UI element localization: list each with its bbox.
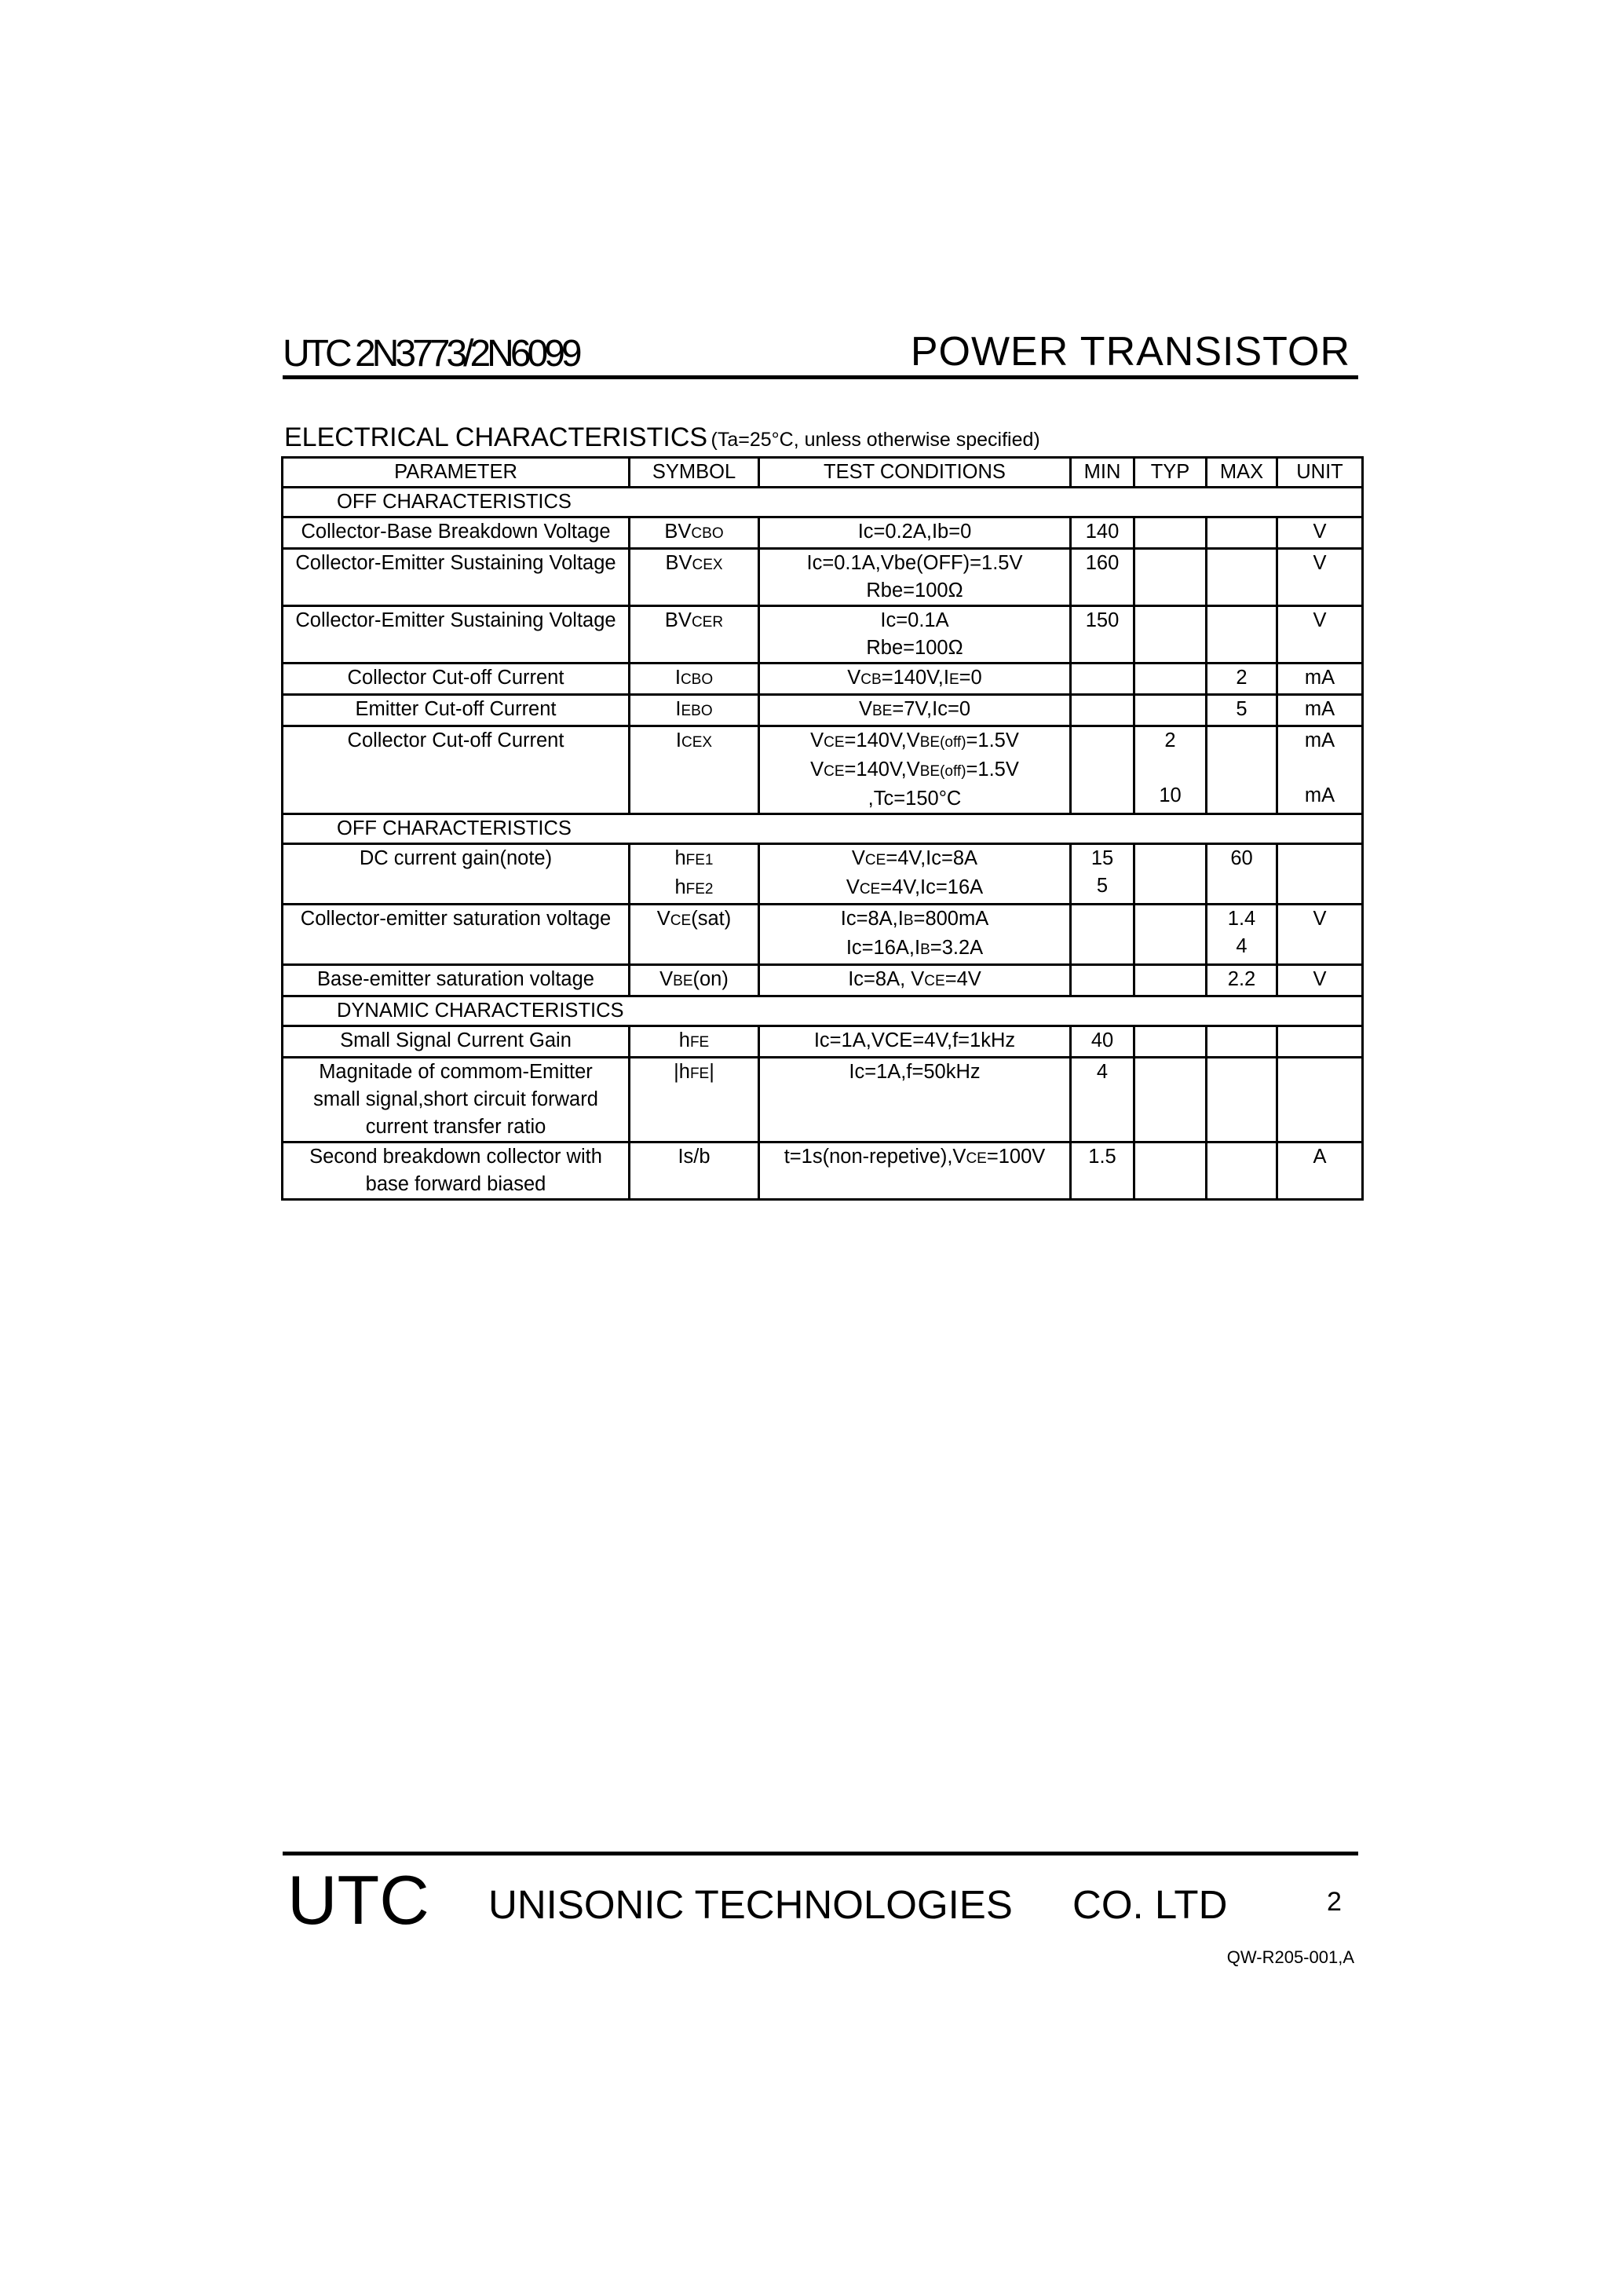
unit-cell: V bbox=[1277, 549, 1363, 606]
typ-cell bbox=[1134, 606, 1207, 664]
condition-text: =1.5V bbox=[966, 759, 1019, 781]
unit-cell: V bbox=[1277, 965, 1363, 996]
section-label: OFF CHARACTERISTICS bbox=[283, 814, 1363, 844]
condition-cell: Ic=1A,VCE=4V,f=1kHz bbox=[759, 1026, 1071, 1058]
condition-text: =7V,Ic=0 bbox=[892, 698, 971, 720]
parameter-cell: Small Signal Current Gain bbox=[283, 1026, 630, 1058]
symbol-text: h bbox=[678, 1029, 690, 1051]
condition-cell bbox=[759, 695, 1071, 726]
min-cell bbox=[1071, 664, 1134, 695]
condition-line bbox=[763, 905, 1066, 934]
min-cell bbox=[1071, 695, 1134, 726]
table-row bbox=[283, 1026, 1363, 1058]
section-title: ELECTRICAL CHARACTERISTICS bbox=[284, 422, 708, 452]
min-cell bbox=[1071, 965, 1134, 996]
condition-line bbox=[763, 874, 1066, 903]
footer-divider bbox=[283, 1852, 1358, 1855]
condition-text: =140V,V bbox=[844, 729, 920, 751]
condition-cell bbox=[759, 664, 1071, 695]
condition-text: V bbox=[858, 698, 872, 720]
table-row bbox=[283, 844, 1363, 905]
condition-subscript: B bbox=[903, 912, 914, 929]
min-value: 5 bbox=[1096, 875, 1109, 897]
symbol-cell: Is/b bbox=[630, 1143, 759, 1200]
section-label: DYNAMIC CHARACTERISTICS bbox=[283, 996, 1363, 1026]
unit-cell bbox=[1277, 1058, 1363, 1143]
symbol-cell bbox=[630, 1026, 759, 1058]
min-value: 15 bbox=[1090, 847, 1114, 869]
condition-text: V bbox=[851, 847, 865, 869]
typ-cell bbox=[1134, 844, 1207, 905]
condition-line bbox=[763, 845, 1066, 874]
condition-text: =0 bbox=[959, 667, 982, 689]
condition-subscript: E bbox=[948, 671, 959, 688]
symbol-subscript: BE bbox=[673, 973, 693, 989]
max-cell bbox=[1207, 726, 1277, 814]
header-test-conditions: TEST CONDITIONS bbox=[759, 458, 1071, 488]
condition-subscript: CE bbox=[924, 973, 945, 989]
condition-text: =4V,Ic=16A bbox=[880, 876, 984, 898]
parameter-cell: Collector-emitter saturation voltage bbox=[283, 905, 630, 965]
condition-cell bbox=[759, 844, 1071, 905]
table-header-row bbox=[283, 458, 1363, 488]
table-row bbox=[283, 726, 1363, 814]
condition-subscript: BE(off) bbox=[919, 763, 966, 780]
max-cell: 5 bbox=[1207, 695, 1277, 726]
condition-subscript: BE(off) bbox=[919, 734, 966, 751]
condition-subscript: B bbox=[920, 941, 930, 958]
condition-subscript: CE bbox=[824, 763, 845, 780]
condition-cell bbox=[759, 549, 1071, 606]
symbol-text: I bbox=[674, 667, 681, 689]
header-parameter: PARAMETER bbox=[283, 458, 630, 488]
symbol-text: BV bbox=[664, 521, 692, 543]
unit-cell: A bbox=[1277, 1143, 1363, 1200]
table-row bbox=[283, 965, 1363, 996]
typ-value: 10 bbox=[1159, 784, 1182, 806]
parameter-cell: Base-emitter saturation voltage bbox=[283, 965, 630, 996]
condition-text: Ic=16A,I bbox=[846, 937, 921, 959]
typ-cell bbox=[1134, 726, 1207, 814]
parameter-cell: Collector-Emitter Sustaining Voltage bbox=[283, 549, 630, 606]
condition-cell bbox=[759, 905, 1071, 965]
symbol-subscript: EBO bbox=[681, 703, 713, 719]
symbol-text: I bbox=[675, 729, 681, 751]
header-divider bbox=[283, 375, 1358, 379]
company-name: UNISONIC TECHNOLOGIES bbox=[488, 1882, 1013, 1927]
document-number: QW-R205-001,A bbox=[1226, 1947, 1354, 1967]
symbol-cell bbox=[630, 517, 759, 549]
symbol-subscript: FE bbox=[689, 1066, 710, 1082]
section-label: OFF CHARACTERISTICS bbox=[283, 488, 1363, 517]
condition-line: Rbe=100Ω bbox=[866, 637, 963, 659]
condition-subscript: CE bbox=[824, 734, 845, 751]
condition-cell bbox=[759, 1143, 1071, 1200]
min-cell bbox=[1071, 905, 1134, 965]
condition-text: =140V,I bbox=[881, 667, 949, 689]
section-conditions: (Ta=25°C, unless otherwise specified) bbox=[711, 429, 1040, 451]
page-header bbox=[283, 324, 1358, 378]
condition-cell: Ic=1A,f=50kHz bbox=[759, 1058, 1071, 1143]
document-title: POWER TRANSISTOR bbox=[910, 329, 1350, 375]
condition-subscript: BE bbox=[871, 703, 893, 719]
symbol-text: h bbox=[674, 876, 686, 898]
parameter-line: small signal,short circuit forward bbox=[313, 1088, 598, 1110]
typ-cell bbox=[1134, 905, 1207, 965]
company-logo: UTC bbox=[287, 1861, 429, 1939]
symbol-cell bbox=[630, 1058, 759, 1143]
typ-cell bbox=[1134, 1026, 1207, 1058]
min-cell: 140 bbox=[1071, 517, 1134, 549]
symbol-text: BV bbox=[665, 552, 692, 574]
condition-text: Ic=8A,I bbox=[840, 908, 904, 930]
max-cell bbox=[1207, 1143, 1277, 1200]
typ-cell bbox=[1134, 664, 1207, 695]
symbol-cell bbox=[630, 549, 759, 606]
unit-cell: mA bbox=[1277, 695, 1363, 726]
max-cell bbox=[1207, 606, 1277, 664]
typ-cell bbox=[1134, 695, 1207, 726]
symbol-text: V bbox=[656, 908, 670, 930]
unit-cell: V bbox=[1277, 905, 1363, 965]
condition-text: V bbox=[846, 876, 860, 898]
min-cell: 4 bbox=[1071, 1058, 1134, 1143]
symbol-subscript: CBO bbox=[680, 671, 714, 688]
condition-text: =800mA bbox=[913, 908, 989, 930]
typ-cell bbox=[1134, 1058, 1207, 1143]
symbol-text: V bbox=[659, 968, 674, 990]
symbol-text: I bbox=[675, 698, 681, 720]
condition-line: Ic=0.1A,Vbe(OFF)=1.5V bbox=[806, 552, 1023, 574]
table-row bbox=[283, 695, 1363, 726]
header-typ: TYP bbox=[1134, 458, 1207, 488]
condition-cell bbox=[759, 965, 1071, 996]
part-number-title: UTC 2N3773/2N6099 bbox=[283, 333, 579, 375]
symbol-subscript: CE bbox=[670, 912, 692, 929]
symbol-cell bbox=[630, 905, 759, 965]
condition-subscript: CB bbox=[860, 671, 882, 688]
unit-cell: V bbox=[1277, 606, 1363, 664]
table-row bbox=[283, 517, 1363, 549]
symbol-cell bbox=[630, 606, 759, 664]
table-row bbox=[283, 1058, 1363, 1143]
symbol-cell bbox=[630, 844, 759, 905]
table-row bbox=[283, 664, 1363, 695]
unit-cell: mA bbox=[1277, 664, 1363, 695]
max-cell: 2 bbox=[1207, 664, 1277, 695]
condition-text: Ic=8A, V bbox=[848, 968, 925, 990]
parameter-line: current transfer ratio bbox=[365, 1116, 546, 1138]
symbol-text: h bbox=[674, 847, 686, 869]
header-max: MAX bbox=[1207, 458, 1277, 488]
parameter-line: base forward biased bbox=[365, 1173, 546, 1195]
symbol-subscript: FE2 bbox=[685, 881, 714, 898]
header-min: MIN bbox=[1071, 458, 1134, 488]
max-cell: 2.2 bbox=[1207, 965, 1277, 996]
symbol-subscript: CEX bbox=[692, 557, 723, 573]
section-heading bbox=[284, 422, 1040, 453]
symbol-cell bbox=[630, 664, 759, 695]
condition-text: =4V bbox=[944, 968, 981, 990]
symbol-cell bbox=[630, 965, 759, 996]
symbol-subscript: FE1 bbox=[685, 852, 714, 868]
symbol-line bbox=[634, 874, 754, 903]
min-cell: 160 bbox=[1071, 549, 1134, 606]
condition-subscript: CE bbox=[966, 1150, 987, 1167]
unit-cell: V bbox=[1277, 517, 1363, 549]
condition-cell: Ic=0.2A,Ib=0 bbox=[759, 517, 1071, 549]
min-cell bbox=[1071, 844, 1134, 905]
table-row bbox=[283, 549, 1363, 606]
typ-value: 2 bbox=[1164, 729, 1176, 751]
parameter-cell: Collector Cut-off Current bbox=[283, 664, 630, 695]
header-unit: UNIT bbox=[1277, 458, 1363, 488]
condition-cell bbox=[759, 606, 1071, 664]
unit-cell bbox=[1277, 1026, 1363, 1058]
symbol-subscript: CBO bbox=[691, 525, 724, 542]
min-cell: 1.5 bbox=[1071, 1143, 1134, 1200]
symbol-line bbox=[634, 845, 754, 874]
condition-line: Rbe=100Ω bbox=[866, 579, 963, 601]
condition-text: =140V,V bbox=[844, 759, 920, 781]
condition-line bbox=[763, 934, 1066, 963]
condition-cell bbox=[759, 726, 1071, 814]
table-row bbox=[283, 1143, 1363, 1200]
symbol-text: (on) bbox=[692, 968, 729, 990]
section-row bbox=[283, 814, 1363, 844]
min-cell bbox=[1071, 726, 1134, 814]
typ-cell bbox=[1134, 517, 1207, 549]
max-cell bbox=[1207, 1058, 1277, 1143]
section-row bbox=[283, 996, 1363, 1026]
header-symbol: SYMBOL bbox=[630, 458, 759, 488]
typ-cell bbox=[1134, 965, 1207, 996]
min-cell: 150 bbox=[1071, 606, 1134, 664]
condition-subscript: CE bbox=[864, 852, 886, 868]
max-cell bbox=[1207, 905, 1277, 965]
condition-subscript: CE bbox=[859, 881, 881, 898]
typ-cell bbox=[1134, 1143, 1207, 1200]
min-cell: 40 bbox=[1071, 1026, 1134, 1058]
parameter-cell: Emitter Cut-off Current bbox=[283, 695, 630, 726]
condition-text: =100V bbox=[986, 1146, 1046, 1168]
condition-text: V bbox=[810, 729, 824, 751]
condition-text: V bbox=[810, 759, 824, 781]
unit-value: mA bbox=[1304, 784, 1335, 806]
parameter-line: Magnitade of commom-Emitter bbox=[319, 1061, 593, 1083]
parameter-cell: Collector Cut-off Current bbox=[283, 726, 630, 814]
page-number: 2 bbox=[1327, 1887, 1342, 1917]
table-row bbox=[283, 905, 1363, 965]
parameter-cell bbox=[283, 1058, 630, 1143]
max-value: 1.4 bbox=[1227, 908, 1256, 930]
condition-text: =4V,Ic=8A bbox=[886, 847, 978, 869]
unit-cell bbox=[1277, 844, 1363, 905]
condition-line bbox=[763, 756, 1066, 785]
max-cell bbox=[1207, 1026, 1277, 1058]
condition-text: V bbox=[847, 667, 861, 689]
symbol-subscript: FE bbox=[689, 1034, 710, 1051]
symbol-subscript: CER bbox=[691, 614, 724, 631]
condition-text: t=1s(non-repetive),V bbox=[784, 1146, 966, 1168]
unit-value: mA bbox=[1304, 729, 1335, 751]
electrical-characteristics-table bbox=[281, 456, 1364, 1201]
parameter-line: Second breakdown collector with bbox=[309, 1146, 602, 1168]
company-suffix: CO. LTD bbox=[1072, 1882, 1228, 1927]
condition-line: ,Tc=150°C bbox=[868, 788, 962, 810]
symbol-text: | bbox=[709, 1061, 714, 1083]
symbol-text: (sat) bbox=[691, 908, 732, 930]
typ-cell bbox=[1134, 549, 1207, 606]
symbol-cell bbox=[630, 726, 759, 814]
max-cell: 60 bbox=[1207, 844, 1277, 905]
section-row bbox=[283, 488, 1363, 517]
max-cell bbox=[1207, 549, 1277, 606]
condition-line: Ic=0.1A bbox=[880, 609, 949, 631]
condition-text: =3.2A bbox=[930, 937, 984, 959]
symbol-subscript: CEX bbox=[681, 734, 713, 751]
condition-text: =1.5V bbox=[966, 729, 1019, 751]
parameter-cell: Collector-Base Breakdown Voltage bbox=[283, 517, 630, 549]
symbol-text: |h bbox=[674, 1061, 690, 1083]
max-cell bbox=[1207, 517, 1277, 549]
table-row bbox=[283, 606, 1363, 664]
unit-cell bbox=[1277, 726, 1363, 814]
symbol-text: BV bbox=[664, 609, 692, 631]
parameter-cell bbox=[283, 1143, 630, 1200]
symbol-cell bbox=[630, 695, 759, 726]
max-value: 4 bbox=[1236, 935, 1248, 957]
parameter-cell: Collector-Emitter Sustaining Voltage bbox=[283, 606, 630, 664]
parameter-cell: DC current gain(note) bbox=[283, 844, 630, 905]
condition-line bbox=[763, 727, 1066, 756]
